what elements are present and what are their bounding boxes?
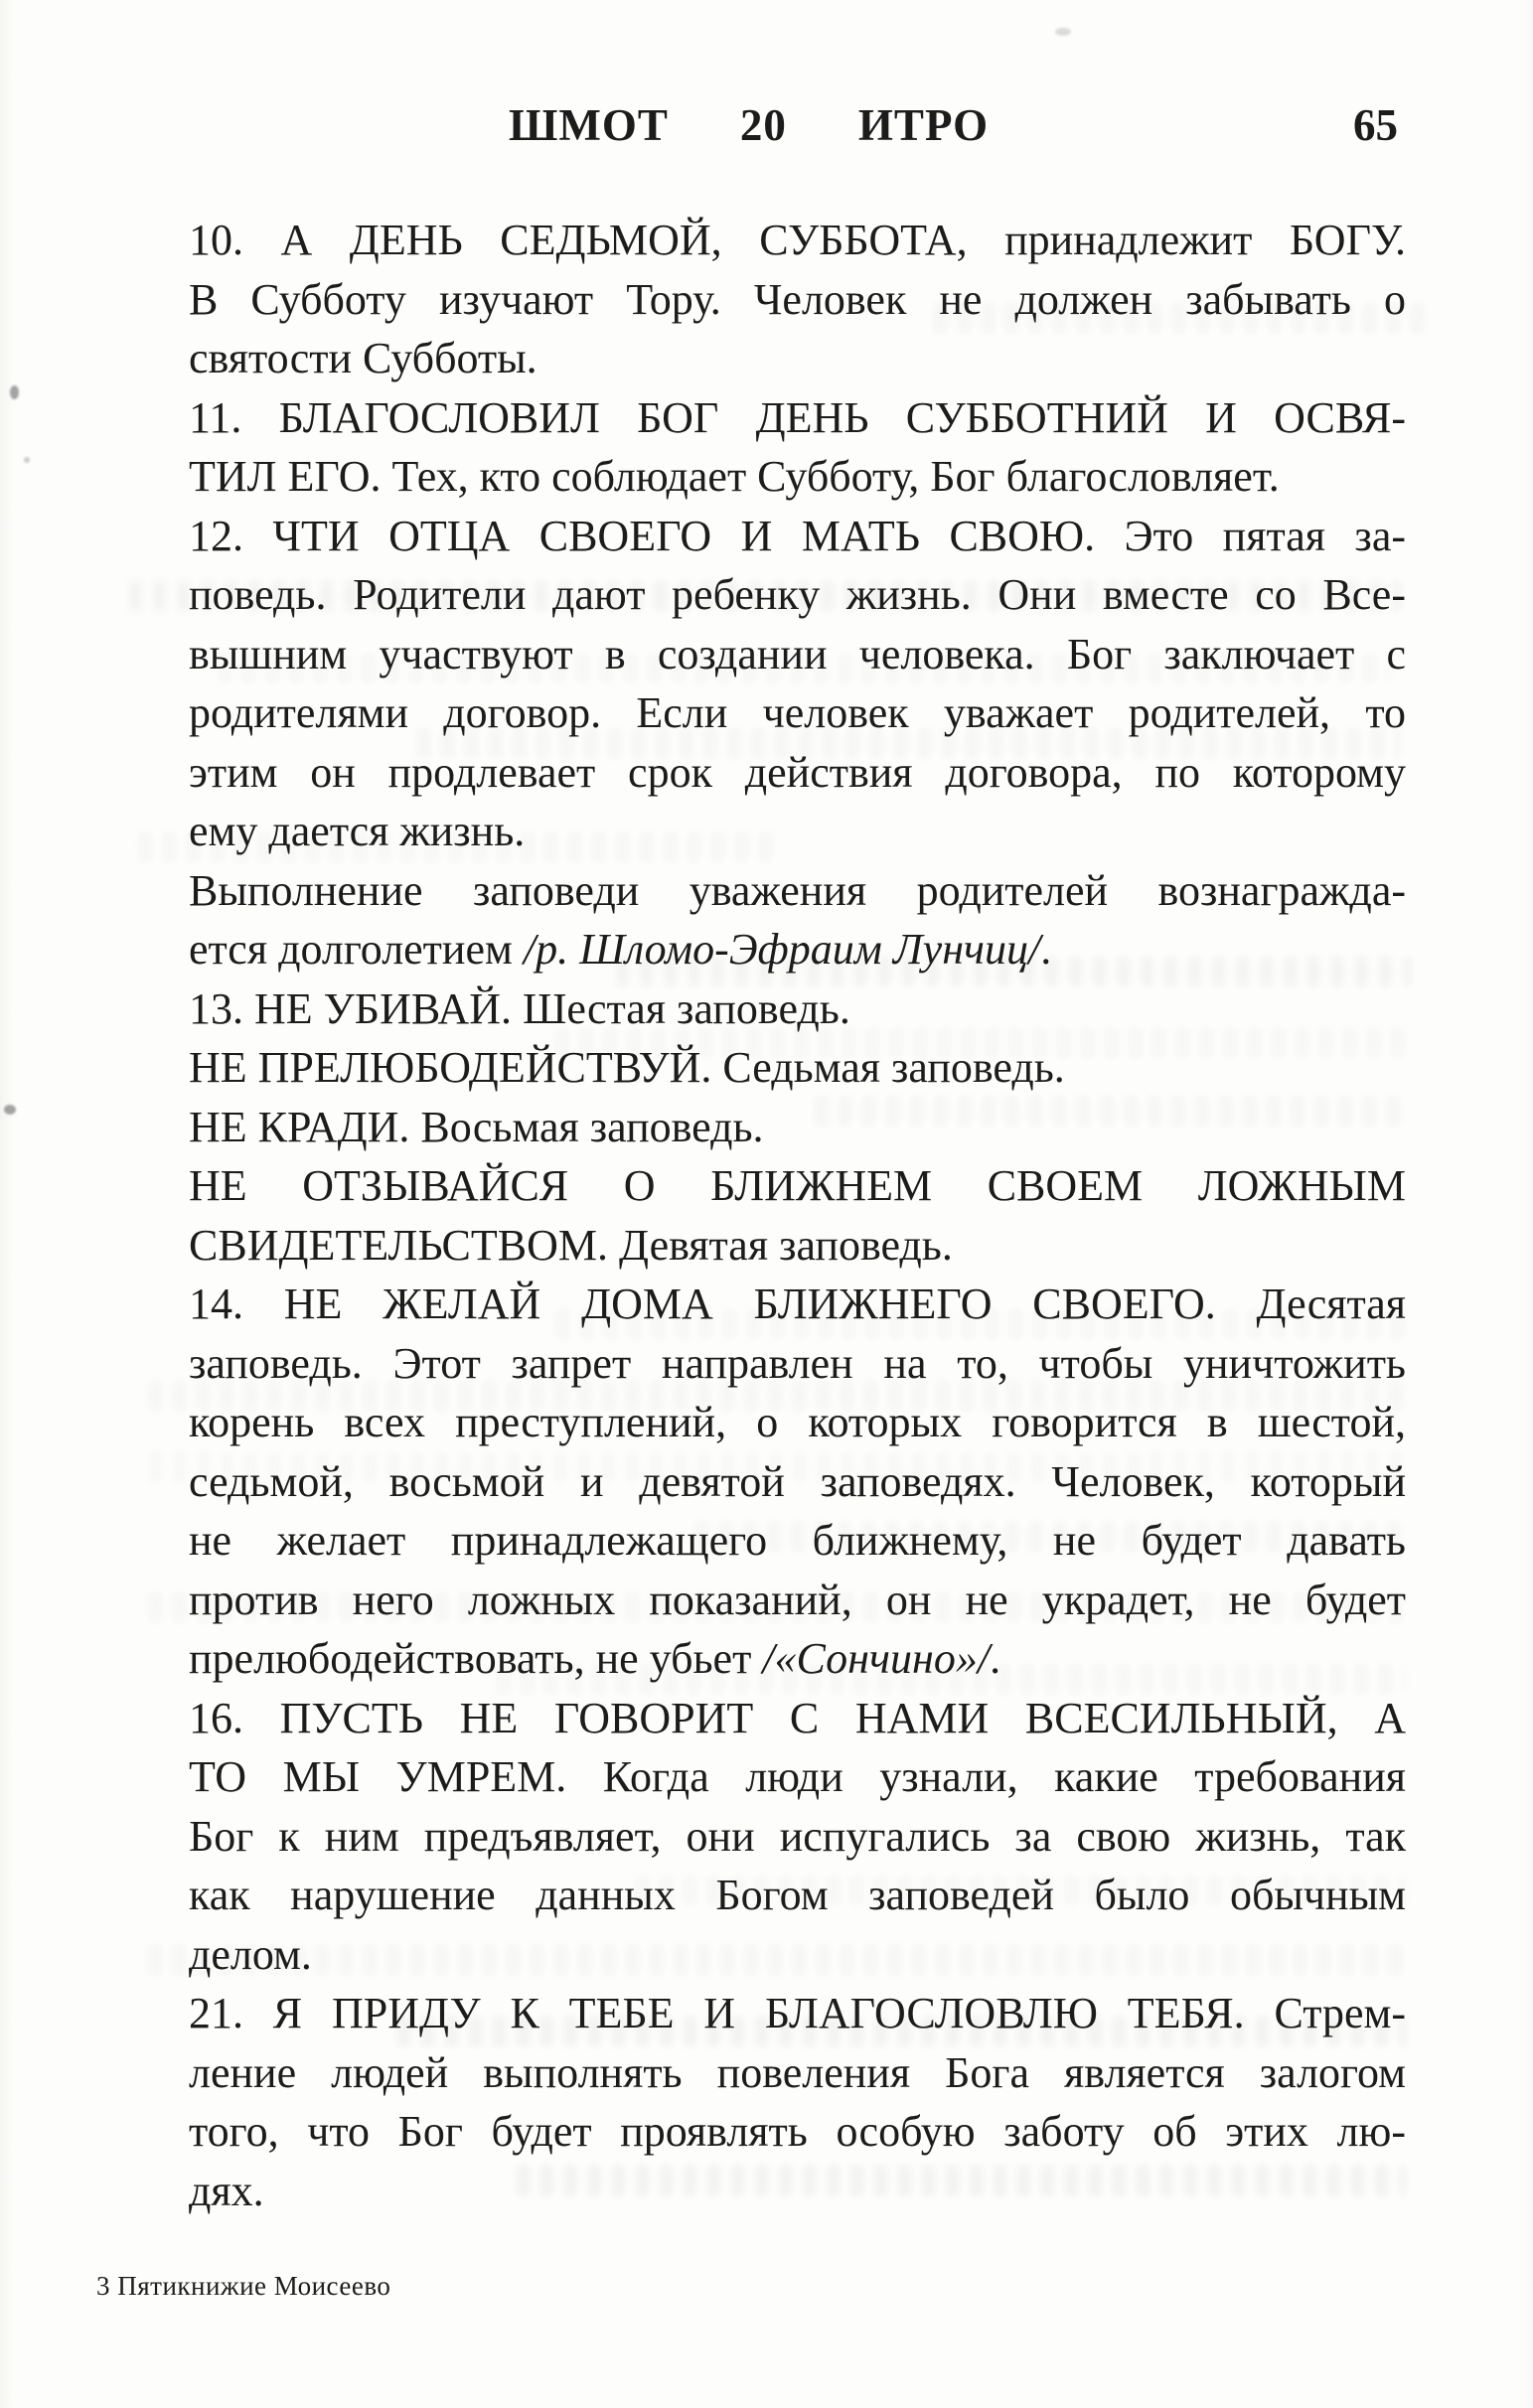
text-line [189, 388, 1406, 448]
text-line [189, 1393, 1406, 1452]
text-line [189, 2162, 1406, 2221]
running-head [509, 99, 989, 151]
text-run: Бог к ним предъявляет, они испугались за свою жизнь, так [189, 1811, 1406, 1861]
scan-speck [1055, 28, 1071, 36]
text-line [189, 802, 1406, 861]
text-run: 13. НЕ УБИВАЙ. Шестая заповедь. [189, 983, 850, 1033]
text-run: седьмой, восьмой и девятой заповедях. Человек, который [189, 1456, 1406, 1506]
text-run: ТИЛ ЕГО. Тех, кто соблюдает Субботу, Бог благословляет. [189, 452, 1280, 501]
text-line [189, 447, 1406, 507]
text-run: НЕ ОТЗЫВАЙСЯ О БЛИЖНЕМ СВОЕМ ЛОЖНЫМ [189, 1161, 1406, 1210]
paragraph [189, 507, 1406, 861]
text-run: Выполнение заповеди уважения родителей вознагражда- [189, 865, 1406, 915]
paragraph [189, 979, 1406, 1039]
text-line [189, 1038, 1406, 1098]
text-line [189, 1807, 1406, 1867]
text-run: 14. НЕ ЖЕЛАЙ ДОМА БЛИЖНЕГО СВОЕГО. Десятая [189, 1279, 1406, 1328]
book-title: ШМОТ [509, 100, 669, 150]
text-run: вышним участвуют в создании человека. Бог заключает с [189, 629, 1406, 678]
text-run: ление людей выполнять повеления Бога является залогом [189, 2047, 1406, 2097]
text-run: 21. Я ПРИДУ К ТЕБЕ И БЛАГОСЛОВЛЮ ТЕБЯ. Стрем- [189, 1989, 1406, 2037]
text-line [189, 1156, 1406, 1216]
text-run: СВИДЕТЕЛЬСТВОМ. Девятая заповедь. [189, 1220, 953, 1270]
text-run: поведь. Родители дают ребенку жизнь. Они вместе со Все- [189, 570, 1406, 619]
text-line [189, 2102, 1406, 2162]
text-line [189, 683, 1406, 743]
text-run: против него ложных показаний, он не украдет, не будет [189, 1575, 1406, 1624]
paragraph [189, 1038, 1406, 1098]
italic-citation: /р. Шломо-Эфраим Лунчиц/ [523, 925, 1041, 974]
text-run: 12. ЧТИ ОТЦА СВОЕГО И МАТЬ СВОЮ. Это пятая за- [189, 511, 1406, 560]
text-run: ется долголетием [189, 925, 524, 974]
text-run: этим он продлевает срок действия договора, по которому [189, 747, 1406, 797]
text-line [189, 329, 1406, 388]
paragraph [189, 1098, 1406, 1157]
commentary-text [189, 211, 1406, 2220]
text-run: того, что Бог будет проявлять особую заботу об этих лю- [189, 2107, 1406, 2156]
scan-speck [24, 457, 30, 463]
text-line [189, 1275, 1406, 1334]
text-line [189, 1629, 1406, 1689]
text-run: . [990, 1634, 1001, 1683]
text-run: 16. ПУСТЬ НЕ ГОВОРИТ С НАМИ ВСЕСИЛЬНЫЙ, А [189, 1693, 1406, 1742]
text-run: делом. [189, 1929, 312, 1979]
text-line [189, 2043, 1406, 2103]
text-line [189, 1098, 1406, 1157]
text-line [189, 743, 1406, 803]
scan-speck [10, 385, 19, 399]
text-run: НЕ ПРЕЛЮБОДЕЙСТВУЙ. Седьмая заповедь. [189, 1043, 1065, 1092]
text-run: как нарушение данных Богом заповедей было обычным [189, 1871, 1406, 1919]
text-line [189, 1747, 1406, 1807]
text-run: . [1040, 925, 1052, 974]
text-run: корень всех преступлений, о которых говорится в шестой, [189, 1398, 1406, 1446]
italic-citation: /«Сончино»/ [762, 1634, 991, 1683]
text-line [189, 565, 1406, 625]
text-line [189, 1216, 1406, 1276]
paragraph [189, 1689, 1406, 1985]
text-line [189, 1334, 1406, 1394]
text-run: дях. [189, 2166, 264, 2215]
text-run: родителями договор. Если человек уважает родителей, то [189, 688, 1406, 737]
text-run: прелюбодействовать, не убьет [189, 1634, 763, 1683]
text-run: В Субботу изучают Тору. Человек не должен забывать о [189, 274, 1406, 324]
paragraph [189, 211, 1406, 388]
text-line [189, 211, 1406, 270]
paragraph [189, 1275, 1406, 1689]
text-run: ему дается жизнь. [189, 807, 526, 855]
paragraph [189, 1156, 1406, 1275]
text-line [189, 1984, 1406, 2043]
text-run: 10. А ДЕНЬ СЕДЬМОЙ, СУББОТА, принадлежит БОГУ. [189, 216, 1406, 264]
text-run: святости Субботы. [189, 334, 537, 382]
text-line [189, 861, 1406, 921]
text-run: ТО МЫ УМРЕМ. Когда люди узнали, какие требования [189, 1752, 1406, 1801]
text-line [189, 1866, 1406, 1925]
text-run: НЕ КРАДИ. Восьмая заповедь. [189, 1102, 764, 1151]
chapter-number: 20 [739, 100, 787, 150]
page-number: 65 [1353, 100, 1398, 150]
text-line [189, 270, 1406, 330]
text-run: не желает принадлежащего ближнему, не будет давать [189, 1516, 1406, 1565]
paragraph [189, 861, 1406, 979]
printers-signature: 3 Пятикнижие Моисеево [96, 2271, 391, 2301]
text-line [189, 1571, 1406, 1630]
parsha-title: ИТРО [857, 100, 990, 150]
text-line [189, 507, 1406, 566]
text-run: 11. БЛАГОСЛОВИЛ БОГ ДЕНЬ СУББОТНИЙ И ОСВЯ- [189, 392, 1406, 442]
text-line [189, 979, 1406, 1039]
text-line [189, 1452, 1406, 1512]
paragraph [189, 388, 1406, 507]
text-line [189, 1511, 1406, 1571]
text-line [189, 1925, 1406, 1985]
paragraph [189, 1984, 1406, 2220]
text-line [189, 920, 1406, 979]
text-line [189, 1689, 1406, 1748]
text-line [189, 625, 1406, 684]
text-run: заповедь. Этот запрет направлен на то, чтобы уничтожить [189, 1338, 1406, 1388]
scan-speck [4, 1105, 16, 1115]
